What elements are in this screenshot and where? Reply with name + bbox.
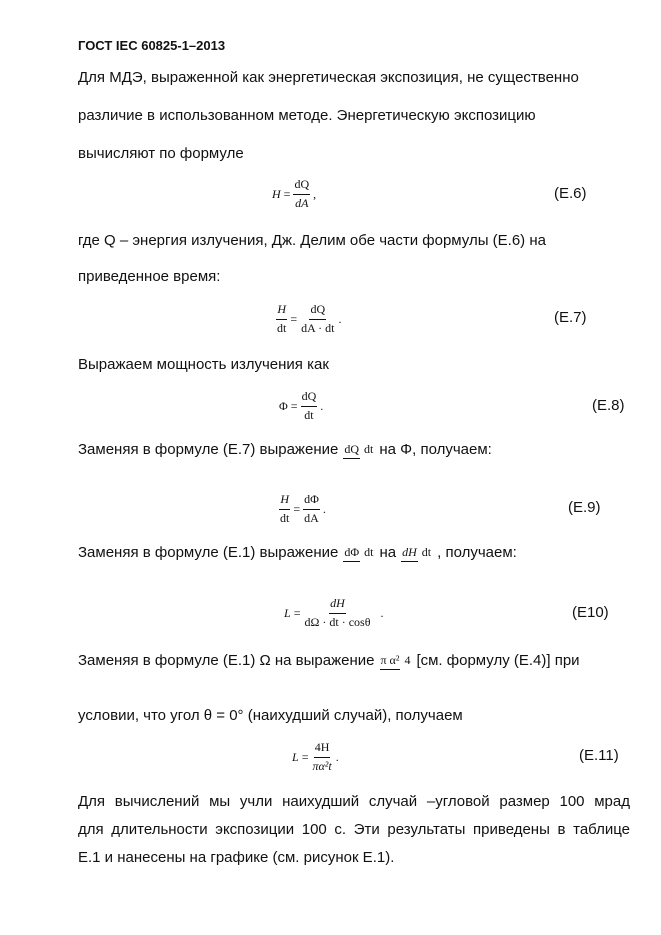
formula-punctuation: . — [380, 605, 384, 620]
formula-symbol: L — [284, 605, 291, 620]
fraction-denominator: dA · dt — [301, 320, 335, 335]
formula-symbol: Φ — [279, 398, 288, 413]
fraction-denominator: dA — [295, 195, 309, 210]
formula-fraction — [301, 390, 318, 423]
fraction-denominator: dΩ · dt · cosθ — [304, 614, 371, 629]
fraction-numerator: H — [279, 493, 290, 510]
fraction-numerator: π α² — [380, 653, 401, 670]
inline-text: Заменяя в формуле (E.1) Ω на выражение — [78, 652, 375, 669]
fraction-numerator: dQ — [301, 390, 318, 407]
formula-punctuation: . — [320, 398, 324, 413]
paragraph-line: для длительности экспозиции 100 с. Эти результаты приведены в таблице — [78, 821, 630, 838]
inline-text: , получаем: — [437, 544, 517, 561]
equation-number: (E.9) — [568, 499, 601, 516]
paragraph-line: Для МДЭ, выраженной как энергетическая экспозиция, не существенно — [78, 69, 579, 86]
fraction-denominator: dt — [421, 544, 432, 559]
inline-fraction — [401, 546, 432, 560]
formula-operator: = — [301, 749, 309, 764]
fraction-numerator: dQ — [343, 442, 360, 459]
fraction-numerator: dH — [329, 597, 346, 614]
formula-operator: = — [290, 398, 298, 413]
fraction-denominator: πα²t — [312, 758, 332, 773]
formula-operator: = — [290, 311, 298, 326]
formula-punctuation: . — [335, 749, 339, 764]
formula-fraction — [300, 303, 335, 336]
fraction-numerator: H — [276, 303, 287, 320]
paragraph-line: где Q – энергия излучения, Дж. Делим обе части формулы (E.6) на — [78, 232, 546, 249]
inline-text: Заменяя в формуле (E.1) выражение — [78, 544, 339, 561]
fraction-denominator: 4 — [404, 652, 411, 667]
paragraph-line: Для вычислений мы учли наихудший случай –угловой размер 100 мрад — [78, 793, 630, 810]
paragraph-line — [78, 441, 492, 458]
formula-operator: = — [293, 501, 301, 516]
formula-symbol: H — [272, 186, 281, 201]
formula-fraction — [279, 493, 290, 526]
paragraph-line — [78, 544, 517, 561]
formula-fraction — [293, 178, 310, 211]
fraction-numerator: dΦ — [303, 493, 320, 510]
paragraph-line: Выражаем мощность излучения как — [78, 356, 329, 373]
inline-fraction — [343, 443, 374, 457]
inline-fraction — [380, 654, 412, 668]
equation-number: (E.11) — [579, 747, 619, 764]
equation-number: (E.7) — [554, 309, 587, 326]
fraction-numerator: dΦ — [343, 545, 360, 562]
fraction-denominator: dt — [304, 407, 314, 422]
equation-number: (E10) — [572, 604, 609, 621]
formula-fraction — [303, 597, 371, 630]
inline-text: на — [379, 544, 397, 561]
formula-e8 — [279, 390, 323, 423]
fraction-denominator: dt — [277, 320, 287, 335]
formula-fraction — [276, 303, 287, 336]
fraction-denominator: dt — [364, 441, 374, 456]
formula-fraction — [311, 741, 332, 774]
equation-number: (E.8) — [592, 397, 625, 414]
inline-fraction — [343, 546, 374, 560]
formula-e11 — [292, 741, 339, 774]
inline-text: Заменяя в формуле (E.7) выражение — [78, 441, 339, 458]
fraction-denominator: dt — [280, 510, 290, 525]
formula-punctuation: , — [313, 186, 317, 201]
fraction-numerator: dQ — [293, 178, 310, 195]
formula-e10 — [284, 597, 383, 630]
paragraph-line: условии, что угол θ = 0° (наихудший случай), получаем — [78, 707, 463, 724]
paragraph-line: E.1 и нанесены на графике (см. рисунок E.1). — [78, 849, 395, 866]
formula-e9 — [279, 493, 326, 526]
formula-symbol: L — [292, 749, 299, 764]
formula-e7 — [276, 303, 341, 336]
formula-punctuation: . — [338, 311, 342, 326]
fraction-numerator: 4H — [314, 741, 331, 758]
paragraph-line: вычисляют по формуле — [78, 145, 244, 162]
paragraph-line: различие в использованном методе. Энергетическую экспозицию — [78, 107, 536, 124]
fraction-denominator: dA — [304, 510, 319, 525]
inline-text: на Φ, получаем: — [379, 441, 492, 458]
formula-operator: = — [283, 186, 291, 201]
paragraph-line: приведенное время: — [78, 268, 221, 285]
fraction-numerator: dH — [401, 545, 418, 562]
fraction-denominator: dt — [364, 544, 374, 559]
inline-text: [см. формулу (E.4)] при — [416, 652, 580, 669]
formula-fraction — [303, 493, 320, 526]
fraction-numerator: dQ — [309, 303, 326, 320]
paragraph-line — [78, 652, 580, 669]
formula-punctuation: . — [322, 501, 326, 516]
equation-number: (E.6) — [554, 185, 587, 202]
document-header: ГОСТ IEC 60825-1–2013 — [78, 38, 226, 53]
formula-e6 — [272, 178, 316, 211]
formula-operator: = — [293, 605, 301, 620]
